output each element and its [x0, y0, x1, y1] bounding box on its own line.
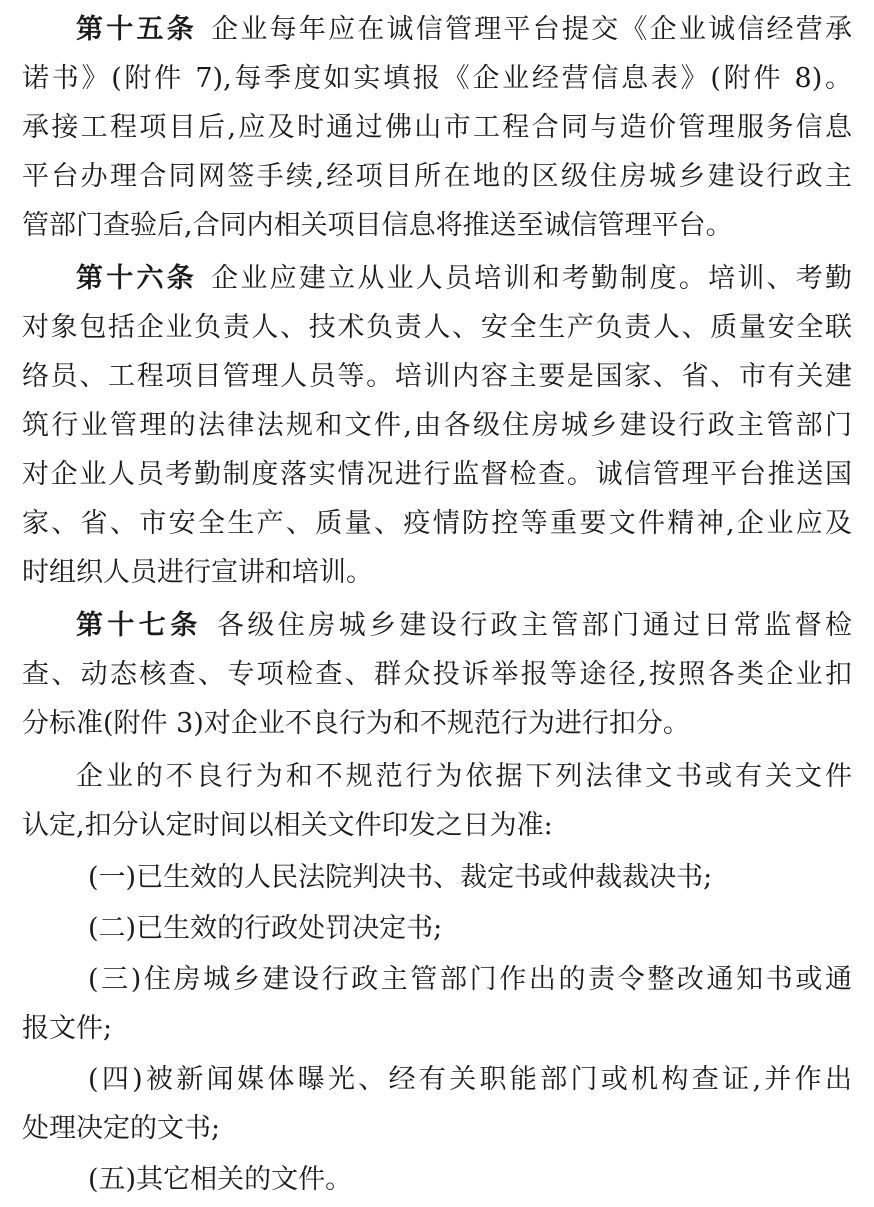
article-15-line-1: 第十五条 企业每年应在诚信管理平台提交《企业诚信经营承	[76, 14, 853, 45]
article-number: 第十五条	[76, 14, 197, 45]
article-17-line-3: 分标准(附件 3)对企业不良行为和不规范行为进行扣分。	[22, 708, 690, 739]
list-item-4-line-2: 处理决定的文书;	[22, 1113, 221, 1144]
list-item-3-line-1: (三)住房城乡建设行政主管部门作出的责令整改通知书或通	[88, 964, 852, 995]
article-15-line-4: 平台办理合同网签手续,经项目所在地的区级住房城乡建设行政主	[22, 161, 852, 192]
article-17-line-2: 查、动态核查、专项检查、群众投诉举报等途径,按照各类企业扣	[22, 659, 852, 690]
article-16-line-5: 对企业人员考勤制度落实情况进行监督检查。诚信管理平台推送国	[22, 459, 852, 490]
list-item-3-line-2: 报文件;	[22, 1013, 113, 1044]
article-16-line-4: 筑行业管理的法律法规和文件,由各级住房城乡建设行政主管部门	[22, 410, 852, 441]
article-17-line-1: 第十七条 各级住房城乡建设行政主管部门通过日常监督检	[76, 610, 853, 641]
basis-paragraph-line-1: 企业的不良行为和不规范行为依据下列法律文书或有关文件	[76, 761, 852, 792]
article-number: 第十六条	[76, 263, 197, 294]
article-number: 第十七条	[76, 610, 202, 641]
list-item-5: (五)其它相关的文件。	[88, 1164, 353, 1195]
article-16-line-6: 家、省、市安全生产、质量、疫情防控等重要文件精神,企业应及	[22, 508, 852, 539]
article-15-line-5: 管部门查验后,合同内相关项目信息将推送至诚信管理平台。	[22, 210, 733, 241]
list-item-2: (二)已生效的行政处罚决定书;	[88, 913, 443, 944]
article-16-line-7: 时组织人员进行宣讲和培训。	[22, 557, 373, 588]
article-15-line-3: 承接工程项目后,应及时通过佛山市工程合同与造价管理服务信息	[22, 112, 852, 143]
article-16-line-3: 络员、工程项目管理人员等。培训内容主要是国家、省、市有关建	[22, 361, 852, 392]
article-16-line-2: 对象包括企业负责人、技术负责人、安全生产负责人、质量安全联	[22, 312, 852, 343]
basis-paragraph-line-2: 认定,扣分认定时间以相关文件印发之日为准:	[22, 810, 553, 841]
list-item-4-line-1: (四)被新闻媒体曝光、经有关职能部门或机构查证,并作出	[88, 1064, 852, 1095]
article-16-line-1: 第十六条 企业应建立从业人员培训和考勤制度。培训、考勤	[76, 263, 853, 294]
list-item-1: (一)已生效的人民法院判决书、裁定书或仲裁裁决书;	[88, 862, 713, 893]
article-15-line-2: 诺书》(附件 7),每季度如实填报《企业经营信息表》(附件 8)。	[22, 63, 852, 94]
